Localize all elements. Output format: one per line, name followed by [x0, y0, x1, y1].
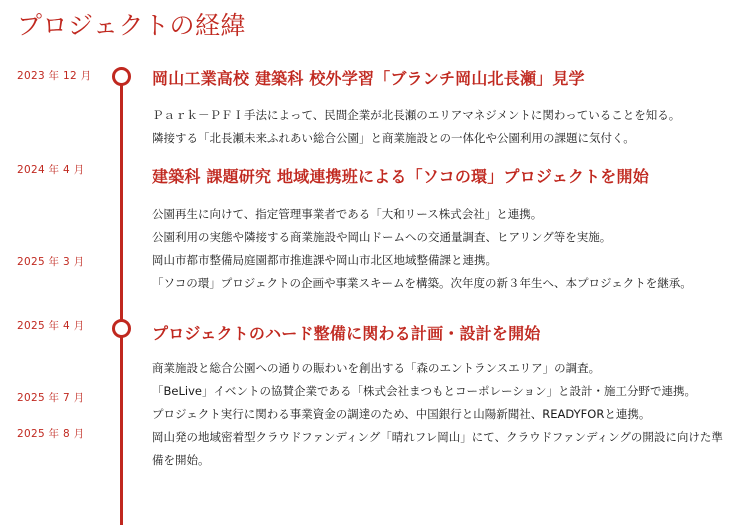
section-3-line-5: 備を開始。	[152, 453, 210, 467]
date-2023-12: 2023 年 12 月	[17, 70, 92, 82]
date-2025-03: 2025 年 3 月	[17, 256, 85, 268]
section-2-heading: 建築科 課題研究 地域連携班による「ソコの環」プロジェクトを開始	[152, 167, 649, 186]
section-3-line-2: 「BeLive」イベントの協賛企業である「株式会社まつもとコーポレーション」と設計・施工分野で連携。	[152, 384, 696, 398]
section-1-line-2: 隣接する「北長瀬未来ふれあい総合公園」と商業施設との一体化や公園利用の課題に気付く。	[152, 131, 635, 145]
section-1-line-1: Ｐａｒｋ－ＰＦＩ手法によって、民間企業が北長瀬のエリアマネジメントに関わっていることを知る。	[152, 108, 681, 122]
section-2-line-1: 公園再生に向けて、指定管理事業者である「大和リース株式会社」と連携。	[152, 207, 543, 221]
date-2024-04: 2024 年 4 月	[17, 164, 85, 176]
timeline-node-2	[112, 319, 131, 338]
timeline-line	[120, 76, 123, 525]
timeline-node-1	[112, 67, 131, 86]
section-3-line-1: 商業施設と総合公園への通りの賑わいを創出する「森のエントランスエリア」の調査。	[152, 361, 601, 375]
section-2-line-2: 公園利用の実態や隣接する商業施設や岡山ドームへの交通量調査、ヒアリング等を実施。	[152, 230, 612, 244]
date-2025-07: 2025 年 7 月	[17, 392, 85, 404]
section-3-heading: プロジェクトのハード整備に関わる計画・設計を開始	[152, 324, 541, 343]
page-title: プロジェクトの経緯	[17, 11, 247, 40]
date-2025-08: 2025 年 8 月	[17, 428, 85, 440]
section-1-heading: 岡山工業高校 建築科 校外学習「ブランチ岡山北長瀬」見学	[152, 69, 585, 88]
date-2025-04: 2025 年 4 月	[17, 320, 85, 332]
section-3-line-3: プロジェクト実行に関わる事業資金の調達のため、中国銀行と山陽新聞社、READYFORと連携。	[152, 407, 651, 421]
section-2-line-3: 岡山市都市整備局庭園都市推進課や岡山市北区地域整備課と連携。	[152, 253, 497, 267]
section-3-line-4: 岡山発の地域密着型クラウドファンディング「晴れフレ岡山」にて、クラウドファンディングの開設に向けた準	[152, 430, 723, 444]
section-2-line-4: 「ソコの環」プロジェクトの企画や事業スキームを構築。次年度の新３年生へ、本プロジェクトを継承。	[152, 276, 692, 290]
